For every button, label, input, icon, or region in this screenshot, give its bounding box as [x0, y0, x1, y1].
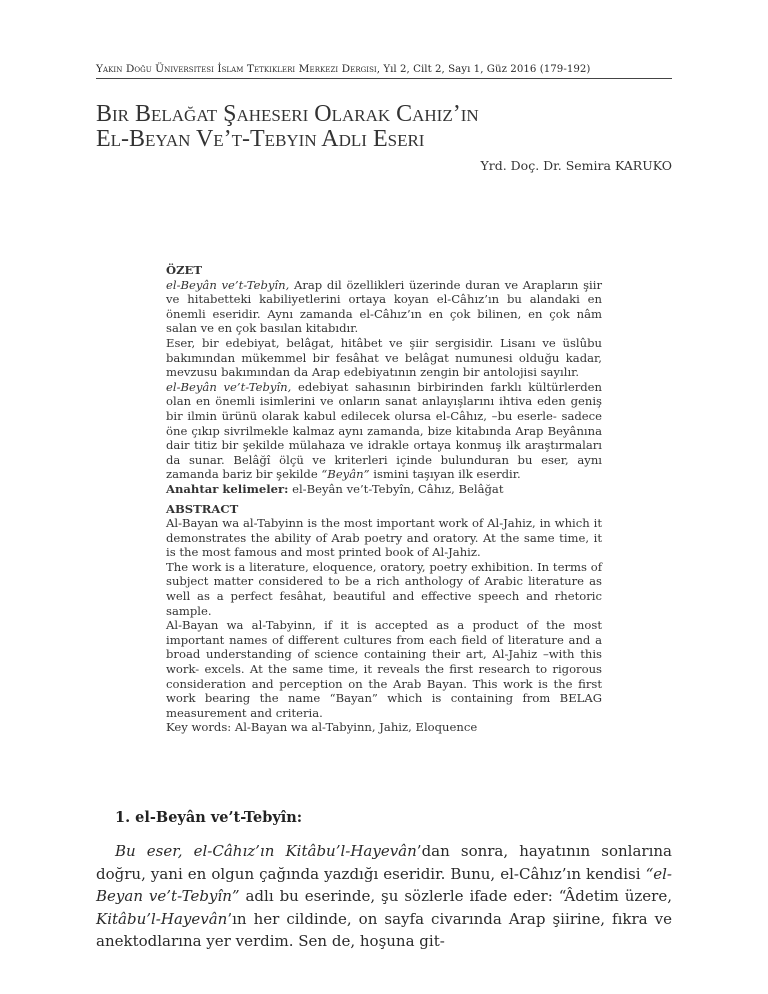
title-line-1: Bir Belağat Şaheseri Olarak Cahız’ın	[96, 101, 479, 127]
ozet-keywords-text: el-Beyân ve’t-Tebyîn, Câhız, Belâğat	[288, 481, 504, 496]
ozet-p3-end: ismini taşıyan ilk eserdir.	[369, 467, 521, 482]
ozet-paragraph-2: Eser, bir edebiyat, belâgat, hitâbet ve şiir sergisidir. Lisanı ve üslûbu bakımından mükemmel bir fesâhat ve belâgat numunesi olduğu kadar, mevzusu bakımından da Arap edebiyatının zengin bir antolojisi sayılır.	[166, 335, 602, 380]
body-paragraph	[96, 840, 672, 953]
body-text-6: ’ın her cildinde, on sayfa civarında Arap şiirine, fıkra ve anektodlarına yer verdim. Sen de, hoşuna git-	[96, 909, 672, 950]
ozet-keywords-label: Anahtar kelimeler:	[166, 481, 289, 496]
ozet-paragraph-3	[166, 380, 602, 482]
abstract-keywords: Key words: Al-Bayan wa al-Tabyinn, Jahiz, Eloquence	[166, 720, 478, 735]
body-text-4: adlı bu eserinde, şu sözlerle ifade eder: “Âdetim üzere,	[239, 887, 672, 905]
ozet-p1-italic: el-Beyân ve’t-Tebyîn,	[166, 277, 290, 292]
abstract-paragraph-3: Al-Bayan wa al-Tabyinn, if it is accepted as a product of the most important names of different cultures from each field of literature and a broad understanding of science containing their art, Al-Jahiz –with this work- excels. At the same time, it reveals the first research to rigorous consideration and perception on the Arab Bayan. This work is the first work bearing the name “Bayan” which is containing from BELAG measurement and criteria.	[166, 618, 602, 720]
issue-info: , Yıl 2, Cilt 2, Sayı 1, Güz 2016 (179-192)	[376, 64, 591, 75]
body-text	[96, 840, 672, 953]
body-italic-5: Kitâbu’l-Hayevân	[96, 909, 228, 928]
ozet-p3-text: edebiyat sahasının birbirinden farklı kültürlerden olan en önemli isimlerini ve onların sanat anlayışlarını ihtiva eden geniş bir ilmin ürünü olarak kabul edilecek olursa el-Câhız, –bu eserle- sadece öne çıkıp sivrilmekle kalmaz aynı zamanda, bize kitabında Arap Beyânına dair titiz bir şekilde mülahaza ve idrakle ortaya konmuş ilk araştırmaları da sunar. Belâğî ölçü ve kriterleri içinde bulunduran bu eser, aynı zamanda bariz bir şekilde	[166, 379, 602, 482]
ozet-keywords	[166, 482, 602, 497]
section-heading: 1. el-Beyân ve’t-Tebyîn:	[115, 809, 303, 826]
abstract-heading: ABSTRACT	[166, 501, 239, 516]
abstract-block	[166, 263, 602, 735]
ozet-heading: ÖZET	[166, 263, 203, 277]
abstract-paragraph-2: The work is a literature, eloquence, oratory, poetry exhibition. In terms of subject matter considered to be a rich anthology of Arabic literature as well as a perfect fesâhat, beautiful and effective speech and rhetoric sample.	[166, 559, 602, 618]
body-italic-1: Bu eser, el-Câhız’ın Kitâbu’l-Hayevân	[115, 842, 417, 860]
author: Yrd. Doç. Dr. Semira KARUKO	[480, 158, 672, 173]
ozet-p3-quote: “Beyân”	[321, 467, 370, 482]
article-title	[96, 102, 696, 152]
ozet-p1-text: Arap dil özellikleri üzerinde duran ve Arapların şiir ve hitabetteki kabiliyetlerini ortaya koyan el-Câhız’ın bu alandaki en önemli eseridir. Aynı zamanda el-Câhız’ın en çok bilinen, en çok nâm salan ve en çok basılan kitabıdır.	[166, 277, 602, 336]
journal-name: Yakın Doğu Üniversitesi İslam Tetkikleri Merkezi Dergisi	[96, 63, 377, 75]
body-italic-3: “el-Beyan ve’t-Tebyîn”	[96, 864, 672, 905]
title-line-2: El-Beyan Ve’t-Tebyin Adlı Eseri	[96, 126, 425, 152]
body-text-2: ’dan sonra, hayatının sonlarına doğru, yani en olgun çağında yazdığı eseridir. Bunu, el-Câhız’ın kendisi	[96, 842, 672, 883]
ozet-p3-italic: el-Beyân ve’t-Tebyîn,	[166, 379, 292, 394]
ozet-paragraph-1	[166, 278, 602, 336]
abstract-paragraph-1: Al-Bayan wa al-Tabyinn is the most important work of Al-Jahiz, in which it demonstrates the ability of Arab poetry and oratory. At the same time, it is the most famous and most printed book of Al-Jahiz.	[166, 516, 602, 560]
running-head	[96, 63, 672, 79]
